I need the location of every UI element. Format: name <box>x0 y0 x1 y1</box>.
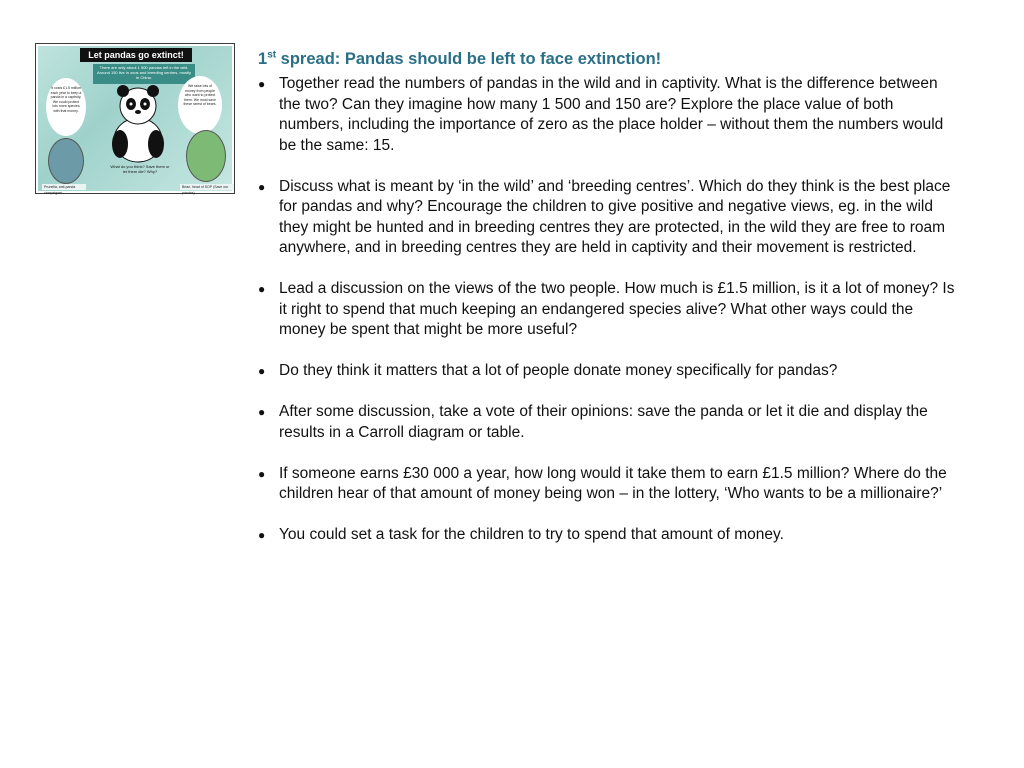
bullet-icon: ● <box>258 77 266 91</box>
list-item <box>258 279 958 341</box>
title-ordinal: st <box>267 49 277 61</box>
point-text: You could set a task for the children to try to spend that amount of money. <box>279 526 784 543</box>
thumbnail-title: Let pandas go extinct! <box>80 48 192 62</box>
list-item <box>258 361 958 382</box>
spread-notes <box>258 48 958 566</box>
bullet-icon: ● <box>258 528 266 542</box>
list-item <box>258 525 958 546</box>
thumbnail-banner: There are only about 1 500 pandas left in the wild. Around 150 live in zoos and breeding centres, mostly in China. <box>93 64 195 84</box>
bullet-icon: ● <box>258 282 266 296</box>
list-item <box>258 177 958 259</box>
spread-thumbnail <box>35 43 235 194</box>
bullet-icon: ● <box>258 179 266 194</box>
thumbnail-question: What do you think? Save them or let them die? Why? <box>110 164 170 174</box>
list-item <box>258 402 958 443</box>
list-item <box>258 74 958 156</box>
bullet-icon: ● <box>258 364 266 378</box>
bullet-icon: ● <box>258 466 266 481</box>
page-title <box>258 48 958 70</box>
prunella-portrait <box>48 138 84 184</box>
list-item <box>258 464 958 505</box>
discussion-points <box>258 74 958 546</box>
point-text: Lead a discussion on the views of the two people. How much is £1.5 million, is it a lot of money? Is it right to spend that much keeping an endangered species alive? What other ways could the money be spent that might be more useful? <box>279 280 955 338</box>
left-caption: Prunella, anti-panda campaigner <box>42 184 86 190</box>
point-text: If someone earns £30 000 a year, how long would it take them to earn £1.5 million? Where do the children hear of that amount of money being won – in the lottery, ‘Who wants to be a millionaire?’ <box>279 464 947 502</box>
title-number: 1 <box>258 50 268 68</box>
thumbnail-illustration <box>38 46 232 195</box>
title-text: spread: Pandas should be left to face extinction! <box>276 50 662 68</box>
panda-illustration <box>98 82 178 162</box>
point-text: After some discussion, take a vote of their opinions: save the panda or let it die and display the results in a Carroll diagram or table. <box>279 403 928 441</box>
right-speech-bubble: We raise lots of money from people who want to protect them. We must save these rarest of bears. <box>178 76 222 134</box>
left-speech-bubble: It costs £1.5 million each year to keep a panda in a captivity. We could protect lots more species with that money. <box>46 78 86 136</box>
bullet-icon: ● <box>258 405 266 419</box>
point-text: Discuss what is meant by ‘in the wild’ and ‘breeding centres’. Which do they think is the best place for pandas and why? Encourage the children to give positive and negative views, eg. in the wild they might be hunted and in breeding centres they are protected, in the wild they are free to roam anywhere, and in breeding centres they are held in captivity and their movement is restricted. <box>279 177 951 256</box>
point-text: Together read the numbers of pandas in the wild and in captivity. What is the difference between the two? Can they imagine how many 1 500 and 150 are? Explore the place value of both numbers, including the importance of zero as the place holder – without them the numbers would be the same: 15. <box>279 75 944 154</box>
point-text: Do they think it matters that a lot of people donate money specifically for pandas? <box>279 362 838 379</box>
right-caption: Brian, head of SOP (Save our pandas) <box>180 184 234 190</box>
brian-portrait <box>186 130 226 182</box>
